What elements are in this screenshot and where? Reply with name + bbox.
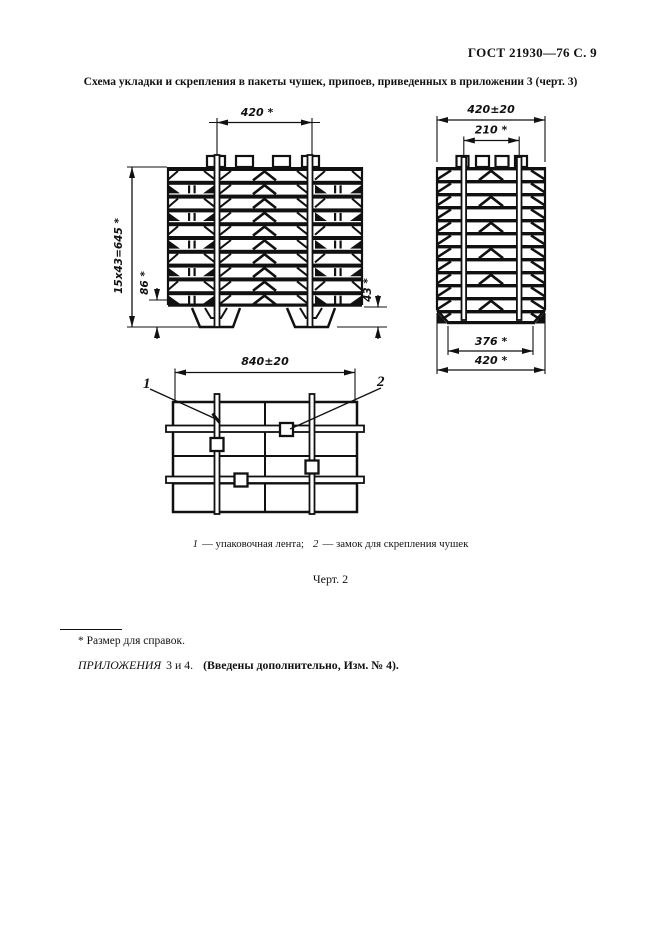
packing-strap-left — [215, 155, 220, 327]
ingot-stack-rows — [168, 167, 362, 304]
packing-strap-vertical-right — [310, 394, 315, 514]
dimension-420-top — [209, 106, 320, 155]
appendix-note — [78, 658, 399, 673]
figure-title: Схема укладки и скрепления в пакеты чушек, припоев, приведенных в приложении 3 (черт. 3) — [83, 76, 578, 88]
package-outline — [173, 402, 357, 512]
packing-strap-right — [517, 157, 522, 320]
dimension-376 — [448, 326, 533, 355]
dim-label-645: 15x43=645 * — [113, 218, 125, 294]
footnote-divider — [60, 629, 122, 630]
pallet-feet — [192, 308, 335, 327]
dim-label-210: 210 * — [474, 123, 508, 137]
caption-item2-number: 2 — [313, 538, 319, 550]
footnote-reference-size: * Размер для справок. — [78, 635, 185, 647]
top-view-drawing — [135, 352, 435, 532]
packing-strap-vertical-left — [215, 394, 220, 514]
caption-item1-number: 1 — [192, 538, 199, 550]
dim-label-420-bottom: 420 * — [474, 354, 508, 367]
callout-1-leader — [143, 376, 220, 423]
dimension-840pm20 — [175, 355, 355, 402]
packing-strap-horizontal-top — [166, 426, 364, 433]
dimension-210 — [464, 124, 519, 156]
packing-strap-right — [308, 155, 313, 327]
dim-label-420-top: 420 * — [240, 106, 274, 119]
dimension-43 — [337, 278, 387, 339]
appendix-numbers: 3 и 4. — [166, 658, 194, 672]
page-header: ГОСТ 21930—76 С. 9 — [467, 45, 597, 60]
ingot-stack-rows — [437, 167, 545, 322]
dim-label-43: 43 * — [362, 278, 374, 302]
dimension-645-left — [113, 167, 200, 327]
caption-item2-text: — замок для скрепления чушек — [322, 538, 469, 550]
figure-caption — [0, 538, 661, 550]
stack-bottom-edge — [168, 304, 362, 307]
packing-strap-horizontal-bottom — [166, 477, 364, 484]
dimension-86 — [139, 271, 168, 339]
figure-number: Черт. 2 — [312, 572, 349, 586]
dim-label-376: 376 * — [474, 335, 508, 348]
side-view-drawing — [430, 100, 630, 385]
dim-label-86: 86 * — [139, 271, 151, 295]
packing-strap-left — [462, 157, 467, 320]
ingot-lugs — [207, 156, 319, 167]
dim-label-420pm20: 420±20 — [467, 103, 515, 116]
appendix-amendment: (Введены дополнительно, Изм. № 4). — [203, 658, 399, 672]
caption-item1-text: — упаковочная лента; — [202, 538, 305, 550]
appendix-word: ПРИЛОЖЕНИЯ — [78, 658, 162, 672]
callout-1-label: 1 — [143, 376, 151, 392]
dim-label-840pm20: 840±20 — [241, 355, 289, 368]
front-view-drawing — [105, 100, 425, 360]
callout-2-label: 2 — [377, 374, 385, 390]
